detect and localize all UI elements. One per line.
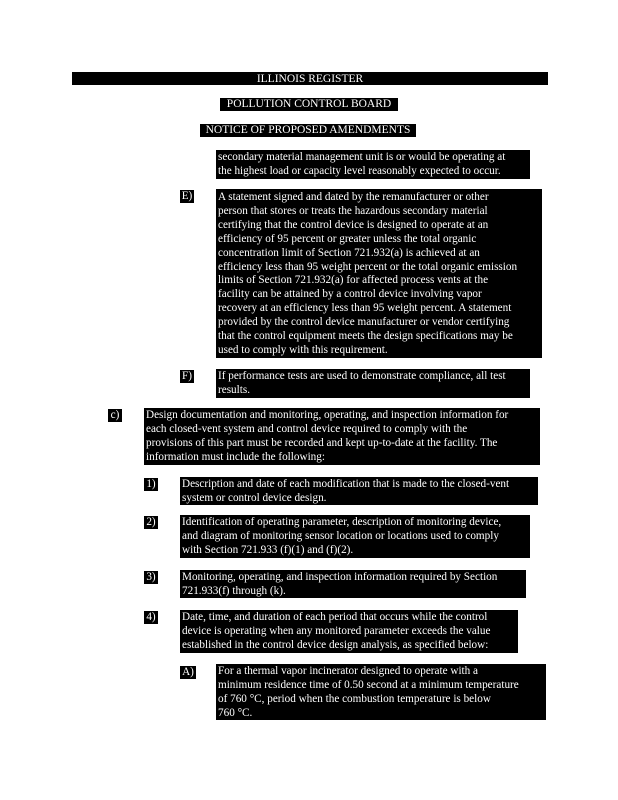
item-1-marker: 1) [144, 478, 158, 491]
item-2-marker: 2) [144, 516, 158, 529]
item-1-paragraph: Description and date of each modification that is made to the closed-vent system or control device design. [180, 477, 538, 505]
item-e-paragraph: A statement signed and dated by the remanufacturer or other person that stores or treats the hazardous secondary material certifying that the control device is designed to operate at an efficiency of 95 percent or greater unless the total organic concentration limit of Section 721.932(a) is achieved at an efficiency less than 95 weight percent or the total organic emission limits of Section 721.932(a) for affected process vents at the facility can be attained by a control device involving vapor recovery at an efficiency less than 95 weight percent. A statement provided by the control device manufacturer or vendor certifying that the control equipment meets the design specifications may be used to comply with this requirement. [216, 189, 542, 358]
item-a-marker: A) [180, 666, 196, 679]
item-3-marker: 3) [144, 571, 158, 584]
item-c-paragraph: Design documentation and monitoring, operating, and inspection information for each closed-vent system and control device required to comply with the provisions of this part must be recorded and kept up-to-date at the facility. The information must include the following: [144, 408, 540, 465]
item-4-marker: 4) [144, 611, 158, 624]
continuation-paragraph: secondary material management unit is or would be operating at the highest load or capacity level reasonably expected to occur. [216, 150, 530, 179]
item-a-paragraph: For a thermal vapor incinerator designed to operate with a minimum residence time of 0.50 second at a minimum temperature of 760 °C, period when the combustion temperature is below 760 °C. [216, 664, 546, 720]
item-f-marker: F) [180, 370, 194, 383]
item-f-paragraph: If performance tests are used to demonstrate compliance, all test results. [216, 369, 530, 398]
board-title: POLLUTION CONTROL BOARD [220, 98, 398, 111]
item-2-paragraph: Identification of operating parameter, description of monitoring device, and diagram of monitoring sensor location or locations used to comply with Section 721.933 (f)(1) and (f)(2). [180, 515, 530, 558]
item-3-paragraph: Monitoring, operating, and inspection information required by Section 721.933(f) through (k). [180, 570, 526, 598]
item-c-marker: c) [108, 409, 122, 422]
register-title: ILLINOIS REGISTER [72, 73, 548, 85]
item-4-paragraph: Date, time, and duration of each period that occurs while the control device is operating when any monitored parameter exceeds the value established in the control device design analysis, as specified below: [180, 610, 518, 653]
notice-title: NOTICE OF PROPOSED AMENDMENTS [200, 124, 416, 137]
item-e-marker: E) [181, 190, 193, 202]
